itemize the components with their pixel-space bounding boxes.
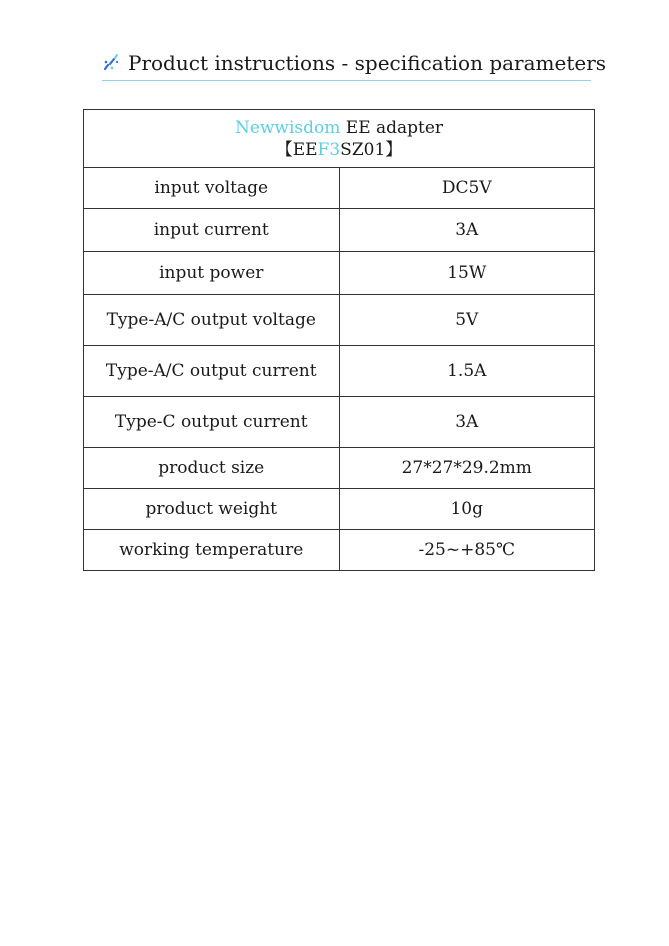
spec-value: 5V [339,295,595,346]
spec-label: input power [84,252,340,295]
spec-label: input voltage [84,168,340,209]
spec-label: Type-A/C output voltage [84,295,340,346]
model-suffix: SZ01】 [340,139,403,160]
specification-table [83,109,595,571]
model-prefix: 【EE [275,139,318,160]
spec-label: Type-C output current [84,397,340,448]
spec-value: 27*27*29.2mm [339,448,595,489]
spec-value: 10g [339,489,595,530]
table-row [84,168,595,209]
spec-value: 1.5A [339,346,595,397]
spec-value: 15W [339,252,595,295]
product-name-cell [84,110,595,168]
product-name: EE adapter [340,117,444,138]
table-row [84,489,595,530]
spec-label: product weight [84,489,340,530]
table-row [84,397,595,448]
table-row [84,530,595,571]
table-row [84,209,595,252]
spec-value: 3A [339,209,595,252]
spec-value: DC5V [339,168,595,209]
table-header-row [84,110,595,168]
model-accent: F3 [317,139,341,160]
spec-label: working temperature [84,530,340,571]
spec-label: input current [84,209,340,252]
page-title: Product instructions - specification parameters [128,51,607,75]
spec-label: product size [84,448,340,489]
spec-value: -25~+85℃ [339,530,595,571]
spec-value: 3A [339,397,595,448]
brand-name: Newwisdom [234,117,341,138]
table-row [84,295,595,346]
table-row [84,346,595,397]
spec-label: Type-A/C output current [84,346,340,397]
section-header [102,50,607,81]
table-row [84,252,595,295]
table-row [84,448,595,489]
sparkle-icon [102,52,120,72]
